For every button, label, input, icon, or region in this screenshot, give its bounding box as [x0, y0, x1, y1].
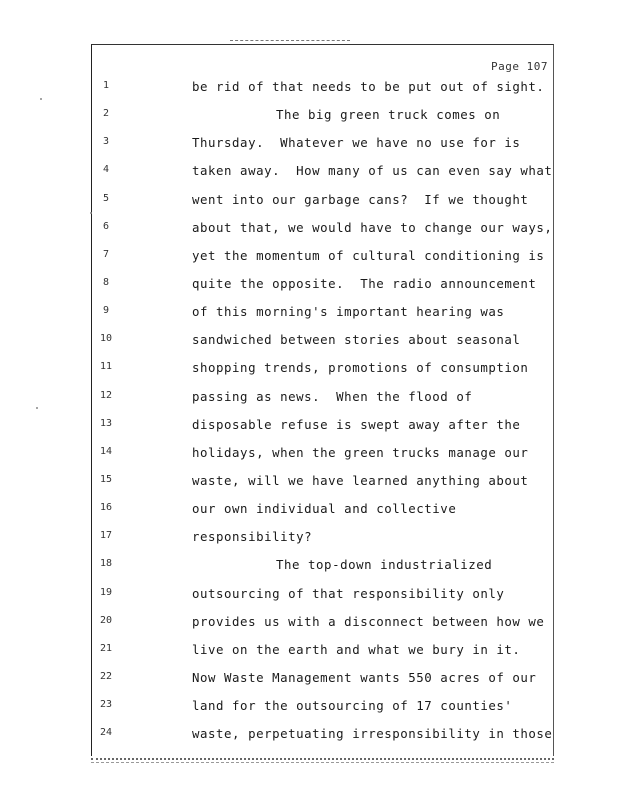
scan-speck — [40, 98, 42, 100]
transcript-line: taken away. How many of us can even say what — [192, 163, 553, 179]
transcript-line: provides us with a disconnect between how we — [192, 613, 545, 629]
line-number: 16 — [99, 502, 113, 514]
scan-speck — [90, 212, 92, 214]
transcript-line: yet the momentum of cultural conditioning is — [192, 247, 545, 263]
line-number: 24 — [99, 727, 113, 739]
line-number: 9 — [102, 305, 110, 317]
line-number: 8 — [102, 276, 110, 288]
line-number: 21 — [99, 642, 113, 654]
transcript-line: sandwiched between stories about seasonal — [192, 332, 521, 348]
line-number: 22 — [99, 670, 113, 682]
line-number: 17 — [99, 530, 113, 542]
scan-speck — [36, 407, 38, 409]
transcript-line: live on the earth and what we bury in it. — [192, 641, 521, 657]
transcript-line: holidays, when the green trucks manage our — [192, 444, 529, 460]
line-number: 20 — [99, 614, 113, 626]
scan-artifact-bottom-2 — [91, 762, 554, 763]
line-number: 12 — [99, 389, 113, 401]
transcript-line: Now Waste Management wants 550 acres of our — [192, 669, 537, 685]
line-number: 13 — [99, 417, 113, 429]
transcript-line: shopping trends, promotions of consumption — [192, 360, 529, 376]
transcript-line: passing as news. When the flood of — [192, 388, 473, 404]
transcript-line: outsourcing of that responsibility only — [192, 585, 505, 601]
transcript-line: waste, perpetuating irresponsibility in those — [192, 726, 553, 742]
line-number: 4 — [102, 164, 110, 176]
transcript-line: responsibility? — [192, 529, 313, 545]
transcript-text-column — [192, 78, 552, 753]
transcript-line: waste, will we have learned anything about — [192, 472, 529, 488]
transcript-line: The big green truck comes on — [276, 107, 501, 123]
line-number: 5 — [102, 192, 110, 204]
scan-artifact-bottom — [91, 758, 554, 760]
transcript-line: land for the outsourcing of 17 counties' — [192, 698, 513, 714]
line-number: 19 — [99, 586, 113, 598]
transcript-line: of this morning's important hearing was — [192, 304, 505, 320]
line-number: 15 — [99, 473, 113, 485]
transcript-line: went into our garbage cans? If we thought — [192, 191, 529, 207]
line-number: 7 — [102, 248, 110, 260]
transcript-line: quite the opposite. The radio announcement — [192, 275, 537, 291]
line-number: 2 — [102, 108, 110, 120]
scan-artifact-top — [230, 40, 350, 41]
transcript-line: be rid of that needs to be put out of sight. — [192, 79, 545, 94]
line-number: 1 — [102, 80, 110, 91]
transcript-line: disposable refuse is swept away after the — [192, 416, 521, 432]
transcript-line: Thursday. Whatever we have no use for is — [192, 135, 521, 151]
transcript-line: our own individual and collective — [192, 501, 457, 517]
line-number: 3 — [102, 136, 110, 148]
line-number: 10 — [99, 333, 113, 345]
line-number: 6 — [102, 220, 110, 232]
line-number-column — [96, 78, 116, 753]
line-number: 11 — [99, 361, 113, 373]
page-number: Page 107 — [491, 60, 548, 73]
transcript-line: about that, we would have to change our ways, — [192, 219, 553, 235]
line-number: 23 — [99, 699, 113, 711]
line-number: 18 — [99, 558, 113, 570]
line-number: 14 — [99, 445, 113, 457]
transcript-line: The top-down industrialized — [276, 557, 493, 573]
